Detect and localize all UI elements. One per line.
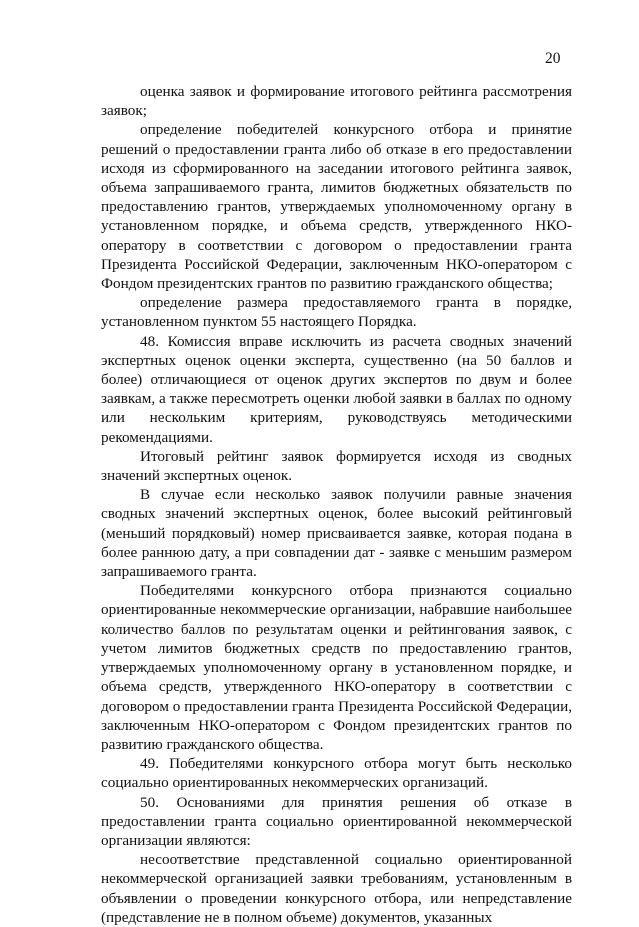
paragraph-final-rating: Итоговый рейтинг заявок формируется исходя из сводных значений экспертных оценок. [101,447,572,485]
paragraph-item-50: 50. Основаниями для принятия решения об отказе в предоставлении гранта социально ориентированной некоммерческой организации являются: [101,793,572,849]
paragraph-winners-recognized: Победителями конкурсного отбора признаются социально ориентированные некоммерческие организации, набравшие наибольшее количество баллов по результатам оценки и рейтингования заявок, с учетом лимитов бюджетных средств по предоставлению грантов, утверждаемых уполномоченному органу в установленном порядке, и объема средств, утвержденного НКО-оператору в соответствии с договором о предоставлении гранта Президента Российской Федерации, заключенным НКО-оператором с Фондом президентских грантов по развитию гражданского общества. [101,582,572,753]
page-number: 20 [545,50,561,67]
paragraph-continuation: оценка заявок и формирование итогового рейтинга рассмотрения заявок; [101,83,572,120]
document-body [101,82,572,927]
paragraph-item-48: 48. Комиссия вправе исключить из расчета сводных значений экспертных оценок оценки эксперта, существенно (на 50 баллов и более) отличающиеся от оценок других экспертов по двум и более заявкам, а также пересмотреть оценки любой заявки в баллах по одному или нескольким критериям, руководствуясь методическими рекомендациями. [101,332,572,446]
paragraph-item-49: 49. Победителями конкурсного отбора могут быть несколько социально ориентированных некоммерческих организаций. [101,755,572,792]
paragraph-grant-size: определение размера предоставляемого гранта в порядке, установленном пунктом 55 настоящего Порядка. [101,294,572,331]
paragraph-equal-values: В случае если несколько заявок получили равные значения сводных значений экспертных оценок, более высокий рейтинговый (меньший порядковый) номер присваивается заявке, которая подана в более раннюю дату, а при совпадении дат - заявке с меньшим размером запрашиваемого гранта. [101,486,572,581]
paragraph-winners-determination: определение победителей конкурсного отбора и принятие решений о предоставлении гранта либо об отказе в его предоставлении исходя из сформированного на заседании итогового рейтинга заявок, объема запрашиваемого гранта, лимитов бюджетных обязательств по предоставлению грантов, утверждаемых уполномоченному органу в установленном порядке, и объема средств, утвержденного НКО-оператору в соответствии с договором о предоставлении гранта Президента Российской Федерации, заключенным НКО-оператором с Фондом президентских грантов по развитию гражданского общества; [101,121,572,293]
paragraph-noncompliance: несоответствие представленной социально ориентированной некоммерческой организацией заявки требованиям, установленным в объявлении о проведении конкурсного отбора, или непредставление (представление не в полном объеме) документов, указанных [101,851,572,926]
